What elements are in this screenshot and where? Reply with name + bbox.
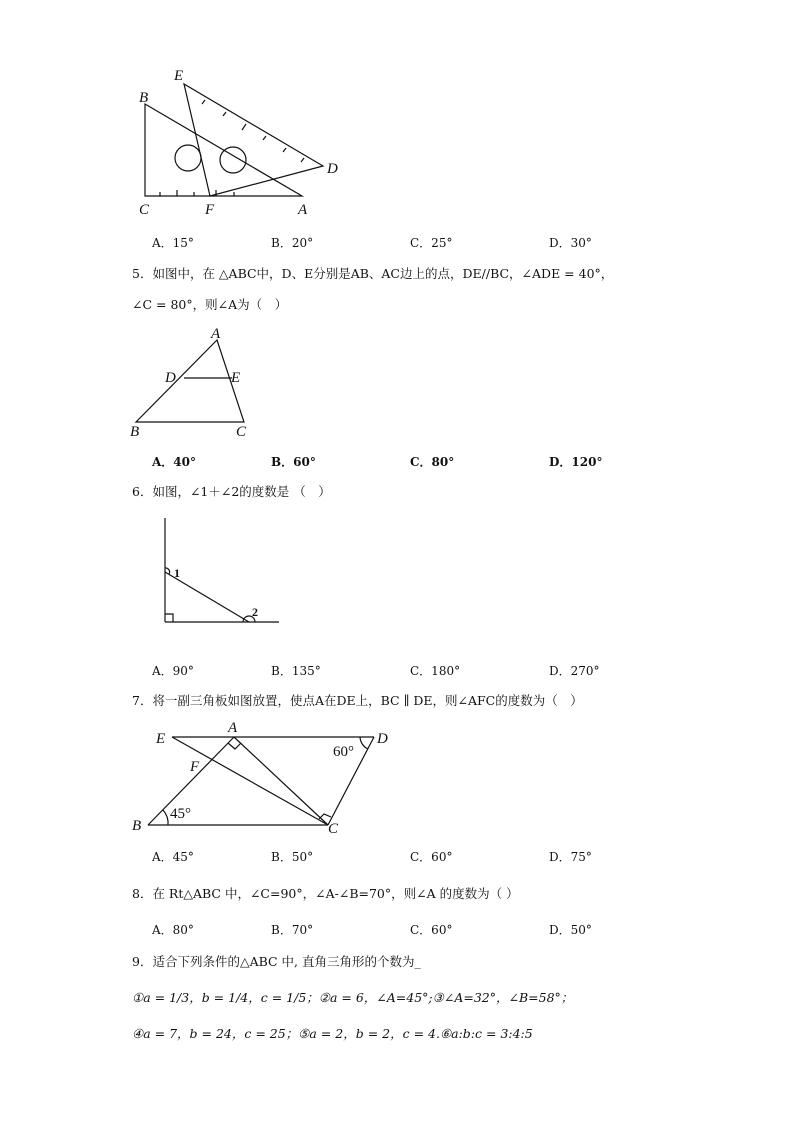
triangle-bca xyxy=(145,104,302,196)
label-angle-60: 60° xyxy=(333,744,354,760)
angle-60-arc xyxy=(360,737,368,749)
option-a[interactable]: A．40° xyxy=(152,455,197,469)
angle-45-arc xyxy=(163,810,168,825)
label-e: E xyxy=(231,370,241,386)
triangle-abc xyxy=(136,340,244,422)
q6-figure xyxy=(155,518,285,628)
option-d[interactable]: D．30° xyxy=(549,236,592,250)
label-b: B xyxy=(130,424,140,440)
q7-text: 7．将一副三角板如图放置，使点A在DE上，BC ∥ DE，则∠AFC的度数为（ ） xyxy=(132,693,583,708)
option-c[interactable]: C．25° xyxy=(410,236,453,250)
q6-text: 6．如图，∠1＋∠2的度数是 （ ） xyxy=(132,484,331,499)
right-angle-mark-a xyxy=(228,743,241,749)
label-d: D xyxy=(377,731,388,747)
option-b[interactable]: B．60° xyxy=(271,455,316,469)
q9-conditions-line2: ④a = 7，b = 24，c = 25；⑤a = 2，b = 2，c = 4.⑥a:b:c = 3:4:5 xyxy=(132,1026,533,1041)
label-d: D xyxy=(327,161,338,177)
option-a[interactable]: A．90° xyxy=(152,664,194,678)
label-angle-1: 1 xyxy=(174,566,180,580)
label-a: A xyxy=(298,202,308,218)
option-a[interactable]: A．15° xyxy=(152,236,194,250)
q4-figure xyxy=(130,64,350,224)
option-b[interactable]: B．135° xyxy=(271,664,321,678)
option-d[interactable]: D．50° xyxy=(549,923,592,937)
option-d[interactable]: D．120° xyxy=(549,455,603,469)
option-b[interactable]: B．20° xyxy=(271,236,314,250)
ruler-ticks-ed xyxy=(202,100,304,162)
label-a: A xyxy=(211,326,221,342)
q7-options xyxy=(152,848,752,866)
q5-options xyxy=(152,453,752,471)
label-e: E xyxy=(156,731,166,747)
line-ab xyxy=(148,737,234,825)
label-d: D xyxy=(165,370,176,386)
label-f: F xyxy=(190,759,200,775)
label-e: E xyxy=(174,68,184,84)
option-a[interactable]: A．80° xyxy=(152,923,194,937)
q5-text-line2: ∠C = 80°，则∠A为（ ） xyxy=(132,297,288,312)
option-b[interactable]: B．70° xyxy=(271,923,314,937)
option-c[interactable]: C．60° xyxy=(410,923,453,937)
label-c: C xyxy=(139,202,150,218)
q4-options xyxy=(152,234,752,252)
label-a: A xyxy=(228,720,238,736)
line-ac xyxy=(234,737,328,825)
option-c[interactable]: C．60° xyxy=(410,850,453,864)
option-a[interactable]: A．45° xyxy=(152,850,194,864)
q5-figure xyxy=(128,326,268,441)
q8-options xyxy=(152,921,752,939)
option-c[interactable]: C．180° xyxy=(410,664,461,678)
q7-figure xyxy=(128,718,398,840)
label-c: C xyxy=(236,424,247,440)
label-b: B xyxy=(132,818,142,834)
label-angle-2: 2 xyxy=(252,605,258,619)
ruler-hole-left xyxy=(175,145,201,171)
label-angle-45: 45° xyxy=(170,806,191,822)
ruler-hole-right xyxy=(220,147,246,173)
option-d[interactable]: D．270° xyxy=(549,664,600,678)
right-angle-mark xyxy=(165,614,173,622)
q6-options xyxy=(152,662,752,680)
option-c[interactable]: C．80° xyxy=(410,455,455,469)
label-c: C xyxy=(328,821,339,837)
label-b: B xyxy=(139,90,149,106)
option-d[interactable]: D．75° xyxy=(549,850,592,864)
q9-text: 9．适合下列条件的△ABC 中, 直角三角形的个数为_ xyxy=(132,954,421,969)
option-b[interactable]: B．50° xyxy=(271,850,314,864)
q5-text-line1: 5．如图中，在 △ABC中，D、E分别是AB、AC边上的点，DE//BC，∠ADE = 40°， xyxy=(132,266,614,281)
label-f: F xyxy=(205,202,215,218)
q9-conditions-line1: ①a = 1/3，b = 1/4，c = 1/5；②a = 6，∠A=45°;③∠A=32°，∠B=58°； xyxy=(132,990,574,1005)
line-ec xyxy=(172,737,328,825)
q8-text: 8．在 Rt△ABC 中，∠C=90°，∠A-∠B=70°，则∠A 的度数为（ ） xyxy=(132,886,519,901)
